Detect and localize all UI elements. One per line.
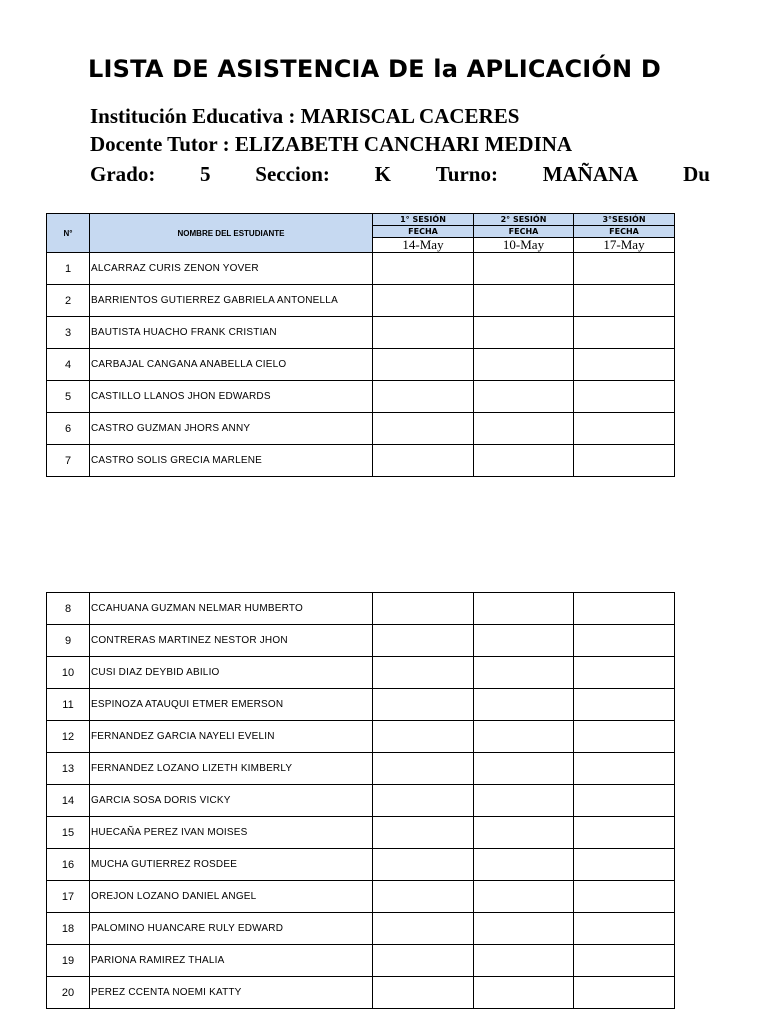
attendance-cell-session-2[interactable]: [474, 285, 574, 317]
student-name: ESPINOZA ATAUQUI ETMER EMERSON: [90, 689, 373, 721]
attendance-cell-session-3[interactable]: [574, 785, 675, 817]
column-header-number: N°: [47, 214, 90, 253]
attendance-cell-session-2[interactable]: [474, 913, 574, 945]
table-row: [47, 285, 675, 317]
shift-value: MAÑANA: [542, 162, 639, 186]
table-row: [47, 721, 675, 753]
student-number: 18: [47, 913, 90, 945]
attendance-cell-session-2[interactable]: [474, 625, 574, 657]
attendance-cell-session-3[interactable]: [574, 253, 675, 285]
attendance-cell-session-3[interactable]: [574, 945, 675, 977]
institution-line: Institución Educativa : MARISCAL CACERES: [90, 104, 520, 128]
attendance-cell-session-2[interactable]: [474, 349, 574, 381]
table-row: [47, 593, 675, 625]
session-1-header: 1° SESIÓN: [373, 214, 474, 226]
attendance-cell-session-1[interactable]: [373, 817, 474, 849]
attendance-cell-session-1[interactable]: [373, 849, 474, 881]
section-value: K: [374, 162, 391, 186]
student-name: GARCIA SOSA DORIS VICKY: [90, 785, 373, 817]
attendance-cell-session-1[interactable]: [373, 317, 474, 349]
attendance-cell-session-1[interactable]: [373, 381, 474, 413]
attendance-cell-session-2[interactable]: [474, 445, 574, 477]
attendance-table-bottom: [46, 592, 675, 1009]
student-name: CARBAJAL CANGANA ANABELLA CIELO: [90, 349, 373, 381]
student-name: FERNANDEZ LOZANO LIZETH KIMBERLY: [90, 753, 373, 785]
student-name: PARIONA RAMIREZ THALIA: [90, 945, 373, 977]
session-2-fecha: FECHA: [474, 226, 574, 238]
attendance-cell-session-1[interactable]: [373, 593, 474, 625]
student-number: 6: [47, 413, 90, 445]
shift-label: Turno:: [435, 162, 498, 186]
attendance-cell-session-3[interactable]: [574, 817, 675, 849]
student-name: CASTRO SOLIS GRECIA MARLENE: [90, 445, 373, 477]
student-name: BAUTISTA HUACHO FRANK CRISTIAN: [90, 317, 373, 349]
truncated-text: Du: [683, 162, 710, 186]
table-row: [47, 625, 675, 657]
attendance-cell-session-3[interactable]: [574, 625, 675, 657]
attendance-cell-session-1[interactable]: [373, 625, 474, 657]
attendance-cell-session-2[interactable]: [474, 849, 574, 881]
student-number: 3: [47, 317, 90, 349]
attendance-cell-session-2[interactable]: [474, 753, 574, 785]
attendance-cell-session-1[interactable]: [373, 349, 474, 381]
attendance-cell-session-1[interactable]: [373, 945, 474, 977]
session-2-date: 10-May: [474, 238, 574, 253]
table-row: [47, 913, 675, 945]
attendance-cell-session-3[interactable]: [574, 849, 675, 881]
attendance-cell-session-2[interactable]: [474, 785, 574, 817]
student-name: ALCARRAZ CURIS ZENON YOVER: [90, 253, 373, 285]
attendance-cell-session-2[interactable]: [474, 817, 574, 849]
table-row: [47, 881, 675, 913]
attendance-cell-session-3[interactable]: [574, 689, 675, 721]
student-number: 2: [47, 285, 90, 317]
session-1-fecha: FECHA: [373, 226, 474, 238]
student-number: 5: [47, 381, 90, 413]
student-number: 1: [47, 253, 90, 285]
student-number: 11: [47, 689, 90, 721]
student-number: 12: [47, 721, 90, 753]
document-title: LISTA DE ASISTENCIA DE la APLICACIÓN D: [88, 55, 661, 83]
table-row: [47, 785, 675, 817]
attendance-cell-session-3[interactable]: [574, 913, 675, 945]
attendance-cell-session-3[interactable]: [574, 413, 675, 445]
grade-label: Grado:: [90, 162, 156, 186]
attendance-cell-session-2[interactable]: [474, 381, 574, 413]
attendance-cell-session-2[interactable]: [474, 253, 574, 285]
table-row: [47, 945, 675, 977]
session-3-fecha: FECHA: [574, 226, 675, 238]
student-name: BARRIENTOS GUTIERREZ GABRIELA ANTONELLA: [90, 285, 373, 317]
grade-value: 5: [200, 162, 211, 186]
attendance-cell-session-3[interactable]: [574, 881, 675, 913]
attendance-cell-session-2[interactable]: [474, 977, 574, 1009]
attendance-cell-session-3[interactable]: [574, 349, 675, 381]
student-name: MUCHA GUTIERREZ ROSDEE: [90, 849, 373, 881]
attendance-cell-session-2[interactable]: [474, 721, 574, 753]
table-row: [47, 317, 675, 349]
student-name: CCAHUANA GUZMAN NELMAR HUMBERTO: [90, 593, 373, 625]
student-number: 13: [47, 753, 90, 785]
attendance-cell-session-3[interactable]: [574, 977, 675, 1009]
attendance-cell-session-2[interactable]: [474, 945, 574, 977]
attendance-cell-session-1[interactable]: [373, 689, 474, 721]
student-name: CUSI DIAZ DEYBID ABILIO: [90, 657, 373, 689]
attendance-cell-session-2[interactable]: [474, 689, 574, 721]
attendance-cell-session-3[interactable]: [574, 381, 675, 413]
attendance-cell-session-1[interactable]: [373, 657, 474, 689]
table-row: [47, 445, 675, 477]
student-number: 10: [47, 657, 90, 689]
attendance-cell-session-2[interactable]: [474, 657, 574, 689]
student-number: 7: [47, 445, 90, 477]
attendance-cell-session-1[interactable]: [373, 785, 474, 817]
student-number: 20: [47, 977, 90, 1009]
student-number: 17: [47, 881, 90, 913]
student-name: CONTRERAS MARTINEZ NESTOR JHON: [90, 625, 373, 657]
student-number: 15: [47, 817, 90, 849]
attendance-cell-session-1[interactable]: [373, 285, 474, 317]
table-row: [47, 381, 675, 413]
attendance-cell-session-2[interactable]: [474, 317, 574, 349]
table-row: [47, 657, 675, 689]
attendance-cell-session-2[interactable]: [474, 881, 574, 913]
column-header-name: NOMBRE DEL ESTUDIANTE: [90, 214, 373, 253]
attendance-cell-session-1[interactable]: [373, 253, 474, 285]
session-2-header: 2° SESIÓN: [474, 214, 574, 226]
student-number: 16: [47, 849, 90, 881]
student-name: FERNANDEZ GARCIA NAYELI EVELIN: [90, 721, 373, 753]
attendance-cell-session-1[interactable]: [373, 881, 474, 913]
table-row: [47, 413, 675, 445]
table-row: [47, 689, 675, 721]
attendance-cell-session-3[interactable]: [574, 753, 675, 785]
attendance-cell-session-3[interactable]: [574, 285, 675, 317]
attendance-cell-session-2[interactable]: [474, 413, 574, 445]
attendance-cell-session-1[interactable]: [373, 721, 474, 753]
attendance-cell-session-3[interactable]: [574, 657, 675, 689]
attendance-cell-session-3[interactable]: [574, 317, 675, 349]
attendance-cell-session-1[interactable]: [373, 413, 474, 445]
table-row: [47, 253, 675, 285]
student-name: PALOMINO HUANCARE RULY EDWARD: [90, 913, 373, 945]
teacher-line: Docente Tutor : ELIZABETH CANCHARI MEDINA: [90, 132, 573, 156]
attendance-cell-session-1[interactable]: [373, 913, 474, 945]
student-number: 14: [47, 785, 90, 817]
table-row: [47, 817, 675, 849]
student-number: 4: [47, 349, 90, 381]
session-1-date: 14-May: [373, 238, 474, 253]
student-number: 8: [47, 593, 90, 625]
attendance-table-top: [46, 213, 675, 477]
section-label: Seccion:: [255, 162, 330, 186]
table-row: [47, 753, 675, 785]
session-3-date: 17-May: [574, 238, 675, 253]
attendance-cell-session-3[interactable]: [574, 445, 675, 477]
attendance-cell-session-3[interactable]: [574, 593, 675, 625]
student-name: HUECAÑA PEREZ IVAN MOISES: [90, 817, 373, 849]
session-3-header: 3°SESIÓN: [574, 214, 675, 226]
attendance-cell-session-1[interactable]: [373, 445, 474, 477]
attendance-cell-session-2[interactable]: [474, 593, 574, 625]
attendance-cell-session-1[interactable]: [373, 977, 474, 1009]
student-name: CASTRO GUZMAN JHORS ANNY: [90, 413, 373, 445]
student-number: 19: [47, 945, 90, 977]
table-row: [47, 349, 675, 381]
student-number: 9: [47, 625, 90, 657]
attendance-cell-session-1[interactable]: [373, 753, 474, 785]
table-row: [47, 977, 675, 1009]
student-name: OREJON LOZANO DANIEL ANGEL: [90, 881, 373, 913]
attendance-cell-session-3[interactable]: [574, 721, 675, 753]
table-row: [47, 849, 675, 881]
student-name: CASTILLO LLANOS JHON EDWARDS: [90, 381, 373, 413]
grade-line: [90, 161, 710, 189]
student-name: PEREZ CCENTA NOEMI KATTY: [90, 977, 373, 1009]
